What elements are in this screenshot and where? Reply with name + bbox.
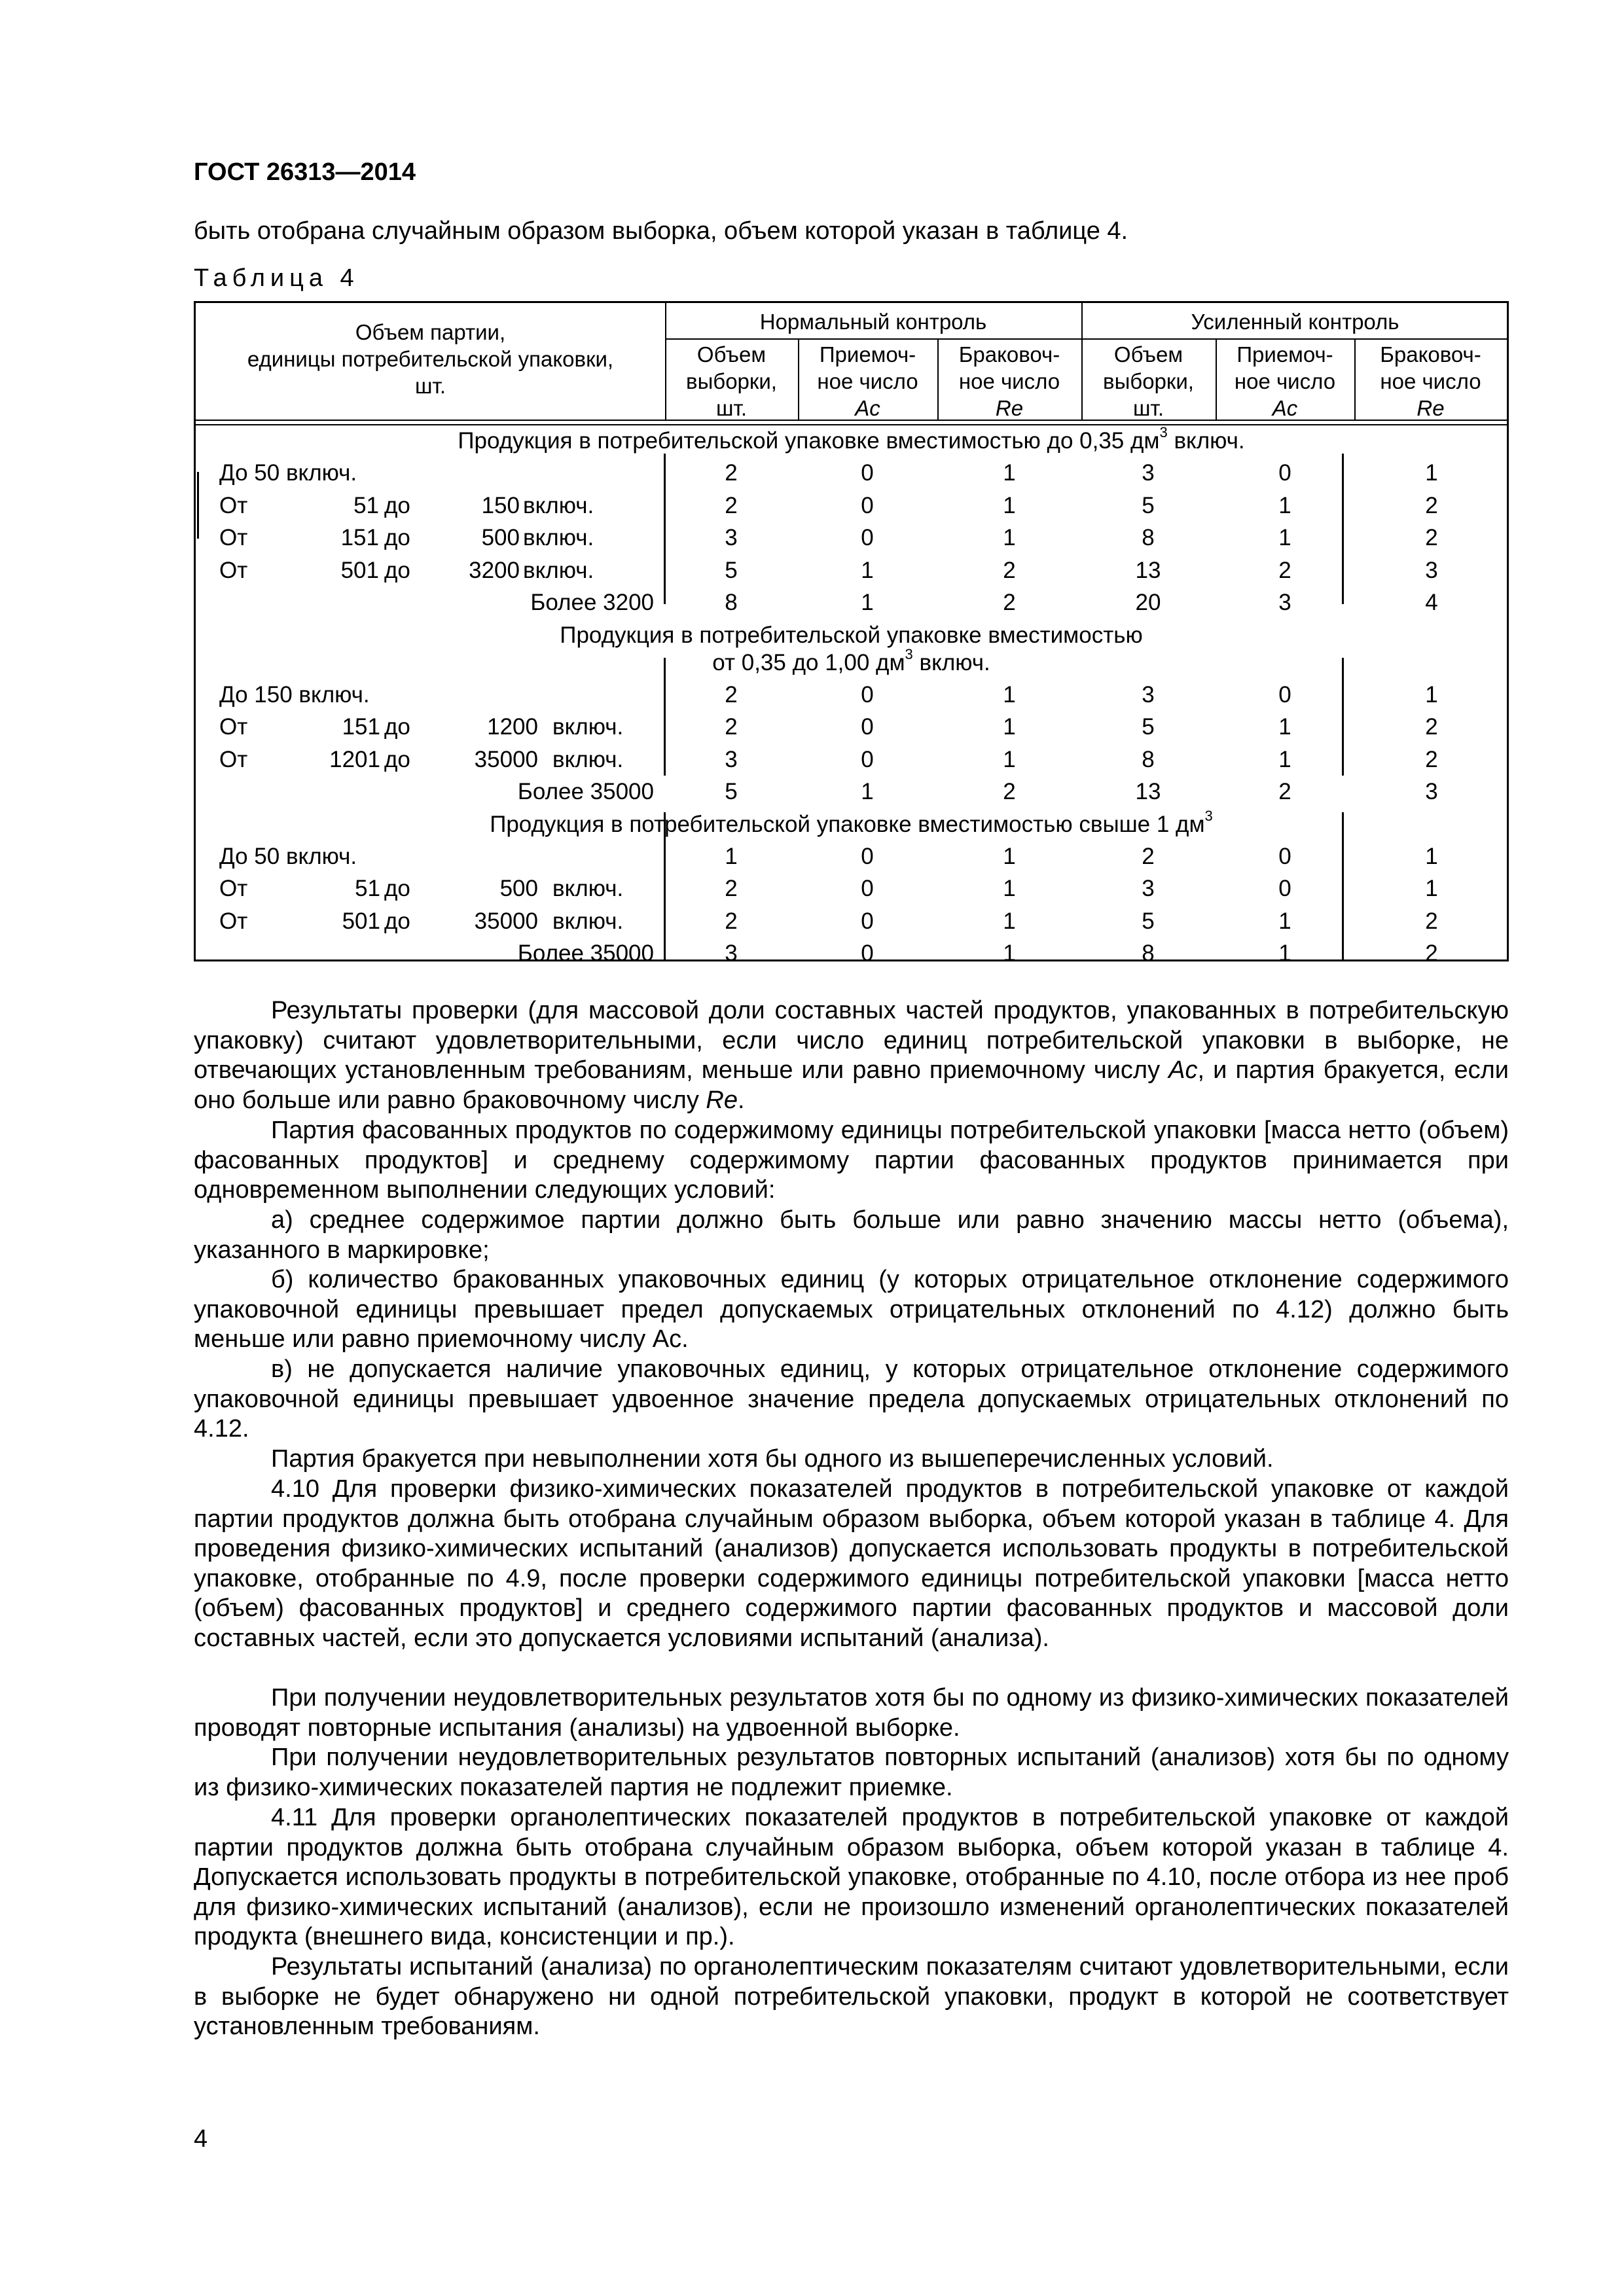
table-cell-value: 5: [1142, 908, 1155, 934]
table-cell-value: 8: [1142, 941, 1155, 966]
col-divider: [664, 454, 666, 604]
table-cell-value: 5: [1142, 714, 1155, 740]
header-lot-size: Объем партии, единицы потребительской упаковки, шт.: [247, 320, 614, 398]
lot-size-cell: включ.: [523, 492, 594, 518]
table-cell-value: 1: [1003, 492, 1016, 518]
lot-size-cell: 51: [355, 876, 380, 901]
table-cell-value: 2: [1425, 746, 1438, 772]
table-cell-value: 0: [861, 525, 874, 550]
lot-size-cell: Более 35000: [517, 779, 654, 804]
table-cell-value: 1: [1425, 460, 1438, 486]
table-cell-value: 8: [1142, 746, 1155, 772]
lot-size-cell: до: [384, 746, 410, 772]
table-cell-value: 0: [861, 876, 874, 901]
table-cell-value: 13: [1135, 557, 1161, 583]
table-cell-value: 8: [725, 590, 738, 615]
table-cell-value: 5: [1142, 492, 1155, 518]
superscript: 3: [1204, 807, 1213, 824]
table-cell-value: 1: [1003, 746, 1016, 772]
lot-size-cell: От: [219, 908, 248, 934]
table-cell-value: 8: [1142, 525, 1155, 550]
table-cell-value: 0: [861, 492, 874, 518]
intro-text: быть отобрана случайным образом выборка, объем которой указан в таблице 4.: [194, 217, 1128, 245]
table-cell-value: 2: [1003, 590, 1016, 615]
paragraph: а) среднее содержимое партии должно быть больше или равно значению массы нетто (объема), указанного в маркировке;: [194, 1206, 1509, 1264]
lot-size-cell: до: [384, 492, 410, 518]
table-cell-value: 1: [861, 779, 874, 804]
table-cell-value: 0: [1278, 460, 1291, 486]
lot-size-cell: Более 3200: [530, 590, 654, 615]
lot-size-cell: 1200: [487, 714, 538, 740]
paragraph: При получении неудовлетворительных результатов хотя бы по одному из физико-химических показателей проводят повторные испытания (анализы) на удвоенной выборке.: [194, 1684, 1509, 1742]
lot-size-cell: включ.: [552, 714, 624, 740]
lot-size-cell: 151: [340, 525, 379, 550]
table-cell-value: 3: [725, 941, 738, 966]
lot-size-cell: Более 35000: [517, 941, 654, 966]
table-cell-value: 0: [861, 908, 874, 934]
table-cell-value: 1: [1425, 843, 1438, 869]
table-cell-value: 2: [1003, 779, 1016, 804]
table-cell-value: 2: [725, 876, 738, 901]
lot-size-cell: 35000: [474, 746, 538, 772]
table-cell-value: 3: [1142, 876, 1155, 901]
col-divider: [1342, 454, 1344, 604]
lot-size-cell: До 150 включ.: [219, 681, 370, 708]
paragraph: Результаты проверки (для массовой доли составных частей продуктов, упакованных в потребительскую упаковку) считают удовлетворительными, если число единиц потребительской упаковки в выборке, не отвечающих установленным требованиям, меньше или равно приемочному числу Ac, и партия бракуется, если оно больше или равно браковочному числу Re.: [194, 997, 1509, 1114]
table-cell-value: 2: [1425, 492, 1438, 518]
lot-size-cell: 151: [342, 714, 380, 740]
table-cell-value: 0: [861, 460, 874, 486]
table-cell-value: 1: [1278, 492, 1291, 518]
lot-size-cell: до: [384, 557, 410, 583]
paragraph-4-11: 4.11 Для проверки органолептических показателей продуктов в потребительской упаковке от каждой партии продуктов должна быть отобрана случайным образом выборка, объем которой указан в таблице 4. Допускается использовать продукты в потребительской упаковке, отобранные по 4.10, после отбора из нее проб для физико-химических испытаний (анализов), если не произошло изменений органолептических показателей продукта (внешнего вида, консистенции и пр.).: [194, 1804, 1509, 1950]
paragraph: б) количество бракованных упаковочных единиц (у которых отрицательное отклонение содержимого упаковочной единицы превышает предел допускаемых отрицательных отклонений по 4.12) должно быть меньше или равно приемочному числу Ac.: [194, 1266, 1509, 1353]
lot-size-cell: 51: [353, 492, 379, 518]
table-cell-value: 3: [1142, 681, 1155, 708]
table-cell-value: 2: [725, 492, 738, 518]
table-cell-value: 1: [1003, 876, 1016, 901]
header-acceptance-number: Приемоч- ное число Ac: [817, 342, 918, 420]
italic-symbol: Ac: [1168, 1056, 1198, 1084]
paragraph: Результаты испытаний (анализа) по органолептическим показателям считают удовлетворительными, если в выборке не будет обнаружено ни одной потребительской упаковки, продукт в которой не соответствует установленным требованиям.: [194, 1953, 1509, 2040]
row-marker: [197, 472, 199, 539]
page-number: 4: [194, 2125, 208, 2153]
table-cell-value: 1: [1003, 525, 1016, 550]
header-sample-size: Объем выборки, шт.: [1103, 342, 1194, 420]
lot-size-cell: включ.: [552, 876, 624, 901]
table-cell-value: 3: [1425, 557, 1438, 583]
table-cell-value: 5: [725, 557, 738, 583]
lot-size-cell: до: [384, 876, 410, 901]
paragraph: Партия фасованных продуктов по содержимому единицы потребительской упаковки [масса нетто (объем) фасованных продуктов] и среднему содержимому партии фасованных продуктов принимается при одновременном выполнении следующих условий:: [194, 1117, 1509, 1204]
table-cell-value: 1: [1003, 843, 1016, 869]
table-cell-value: 1: [1278, 908, 1291, 934]
section-title: Продукция в потребительской упаковке вместимостью свыше 1 $дм^3$: [490, 807, 1213, 837]
table-cell-value: 2: [1278, 779, 1291, 804]
table-cell-value: 2: [725, 908, 738, 934]
table-cell-value: 4: [1425, 590, 1438, 615]
lot-size-cell: От: [219, 714, 248, 740]
lot-size-cell: 35000: [474, 908, 538, 934]
lot-size-cell: до: [384, 525, 410, 550]
table-cell-value: 13: [1135, 779, 1161, 804]
table-cell-value: 1: [1278, 525, 1291, 550]
document-header: ГОСТ 26313—2014: [194, 158, 416, 186]
table-cell-value: 1: [1425, 681, 1438, 708]
table-cell-value: 0: [861, 843, 874, 869]
italic-symbol: Re: [706, 1086, 738, 1114]
table-cell-value: 2: [1142, 843, 1155, 869]
paragraph-4-10: 4.10 Для проверки физико-химических показателей продуктов в потребительской упаковке от каждой партии продуктов должна быть отобрана случайным образом выборка, объем которой указан в таблице 4. Для проведения физико-химических испытаний (анализов) допускается использовать продукты в потребительской упаковке, отобранные по 4.9, после проверки содержимого единицы потребительской упаковки [масса нетто (объем) фасованных продуктов] и среднего содержимого партии фасованных продуктов и массовой доли составных частей, если это допускается условиями испытаний (анализа).: [194, 1475, 1509, 1652]
table-cell-value: 2: [1425, 941, 1438, 966]
table-cell-value: 0: [1278, 876, 1291, 901]
lot-size-cell: включ.: [523, 525, 594, 550]
section-title: Продукция в потребительской упаковке вместимостью до 0,35 $дм^3$ включ.: [458, 424, 1245, 454]
lot-size-cell: включ.: [552, 908, 624, 934]
lot-size-cell: От: [219, 876, 248, 901]
header-acceptance-number: Приемоч- ное число Ac: [1234, 342, 1336, 420]
lot-size-cell: 150: [481, 492, 520, 518]
table-cell-value: 1: [1278, 941, 1291, 966]
lot-size-cell: 1201: [329, 746, 380, 772]
table-cell-value: 0: [861, 746, 874, 772]
table-cell-value: 3: [1278, 590, 1291, 615]
paragraph: Партия бракуется при невыполнении хотя бы одного из вышеперечисленных условий.: [271, 1445, 1274, 1473]
header-sample-size: Объем выборки, шт.: [686, 342, 777, 420]
table-cell-value: 2: [1003, 557, 1016, 583]
lot-size-cell: От: [219, 746, 248, 772]
table-cell-value: 20: [1135, 590, 1161, 615]
table-cell-value: 2: [1425, 714, 1438, 740]
superscript: 3: [905, 645, 913, 662]
table-cell-value: 2: [1278, 557, 1291, 583]
lot-size-cell: 500: [499, 876, 538, 901]
table-cell-value: 1: [1003, 941, 1016, 966]
table-cell-value: 3: [1425, 779, 1438, 804]
table-cell-value: 1: [1003, 681, 1016, 708]
header-normal-control: Нормальный контроль: [759, 310, 987, 334]
table-cell-value: 2: [1425, 525, 1438, 550]
table-cell-value: 2: [725, 714, 738, 740]
lot-size-cell: 501: [342, 908, 380, 934]
table-cell-value: 1: [1278, 714, 1291, 740]
lot-size-cell: 500: [481, 525, 520, 550]
table-cell-value: 3: [725, 525, 738, 550]
lot-size-cell: до: [384, 714, 410, 740]
table-cell-value: 0: [1278, 681, 1291, 708]
table-cell-value: 1: [861, 557, 874, 583]
table-cell-value: 1: [1003, 460, 1016, 486]
lot-size-cell: От: [219, 557, 248, 583]
section-title: от 0,35 до 1,00 $дм^3$ включ.: [712, 645, 990, 675]
table-cell-value: 2: [725, 681, 738, 708]
table-cell-value: 2: [1425, 908, 1438, 934]
section-title: Продукция в потребительской упаковке вместимостью: [560, 622, 1143, 648]
table-caption: Таблица 4: [194, 264, 359, 292]
table-cell-value: 1: [725, 843, 738, 869]
table-cell-value: 0: [1278, 843, 1291, 869]
table-cell-value: 3: [725, 746, 738, 772]
lot-size-cell: включ.: [552, 746, 624, 772]
lot-size-cell: От: [219, 492, 248, 518]
lot-size-cell: До 50 включ.: [219, 460, 357, 486]
table-cell-value: 1: [1003, 908, 1016, 934]
table-cell-value: 2: [725, 460, 738, 486]
lot-size-cell: 3200: [469, 557, 520, 583]
paragraph: в) не допускается наличие упаковочных единиц, у которых отрицательное отклонение содержимого упаковочной единицы превышает удвоенное значение предела допускаемых отрицательных отклонений по 4.12.: [194, 1355, 1509, 1443]
header-rejection-number: Браковоч- ное число Re: [958, 342, 1060, 420]
lot-size-cell: От: [219, 525, 248, 550]
lot-size-cell: включ.: [523, 557, 594, 583]
table-cell-value: 1: [1278, 746, 1291, 772]
table-cell-value: 3: [1142, 460, 1155, 486]
table-cell-value: 1: [1425, 876, 1438, 901]
header-tightened-control: Усиленный контроль: [1191, 310, 1399, 334]
lot-size-cell: до: [384, 908, 410, 934]
table-cell-value: 1: [1003, 714, 1016, 740]
lot-size-cell: До 50 включ.: [219, 843, 357, 869]
table-cell-value: 0: [861, 681, 874, 708]
table-cell-value: 0: [861, 714, 874, 740]
lot-size-cell: 501: [340, 557, 379, 583]
table-cell-value: 5: [725, 779, 738, 804]
table-cell-value: 1: [861, 590, 874, 615]
table-4: [194, 301, 1509, 966]
table-cell-value: 0: [861, 941, 874, 966]
header-rejection-number: Браковоч- ное число Re: [1380, 342, 1481, 420]
superscript: 3: [1159, 424, 1168, 441]
paragraph: При получении неудовлетворительных результатов повторных испытаний (анализов) хотя бы по одному из физико-химических показателей партия не подлежит приемке.: [194, 1744, 1509, 1801]
